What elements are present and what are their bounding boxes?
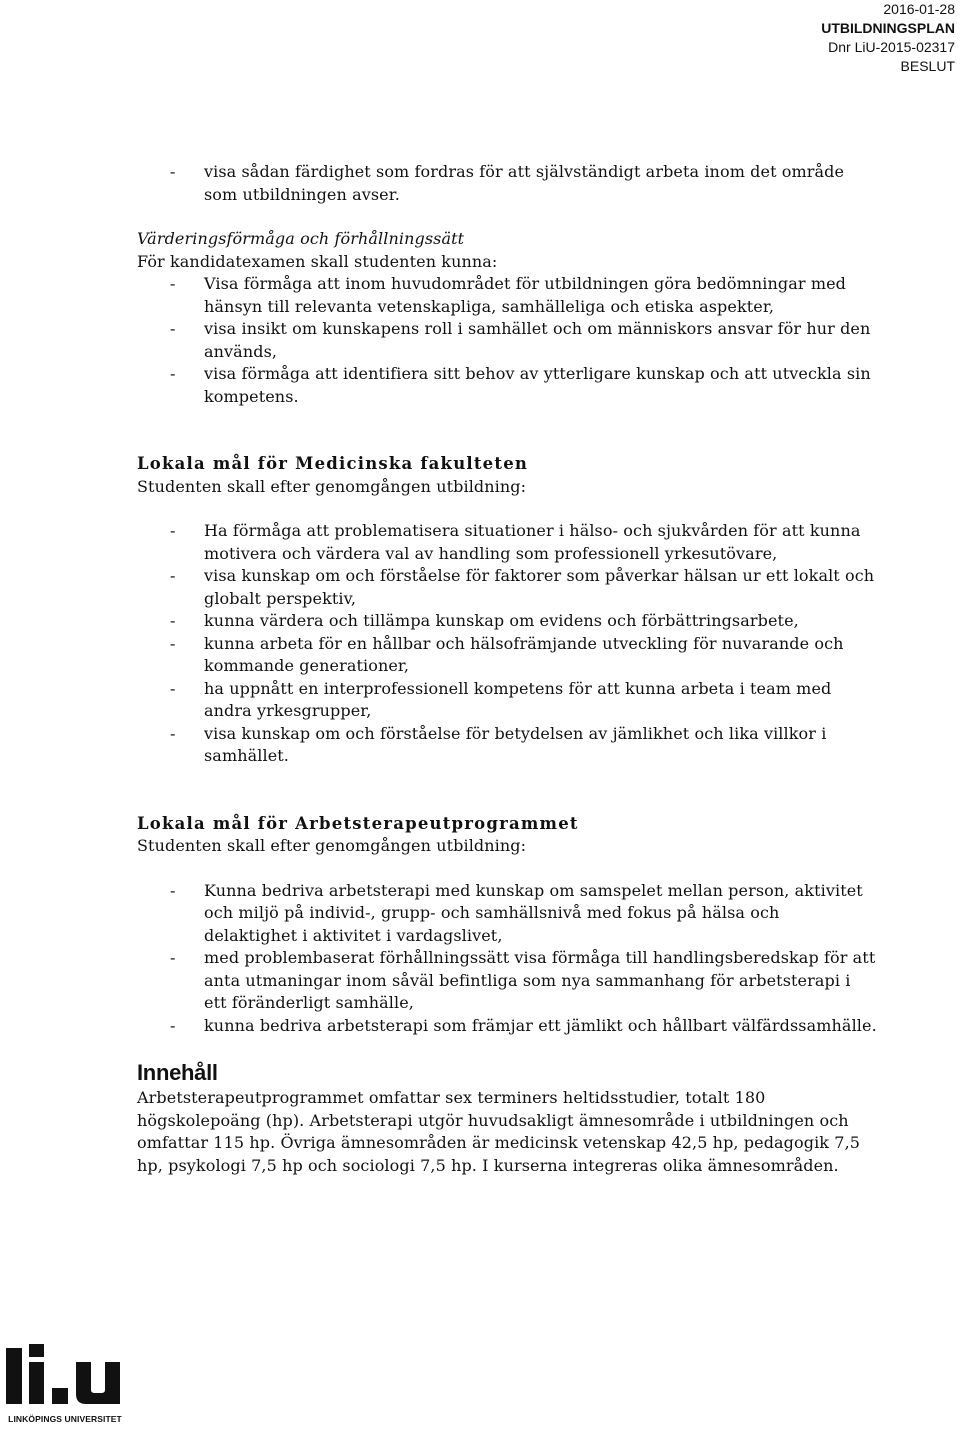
list-item: - kunna arbeta för en hållbar och hälsofrämjande utveckling för nuvarande och kommande generationer,	[137, 633, 877, 678]
content-body: Arbetsterapeutprogrammet omfattar sex terminers heltidsstudier, totalt 180 högskolepoäng (hp). Arbetsterapi utgör huvudsakligt ämnesområde i utbildningen och omfattar 115 hp. Övriga ämnesområden är medicinsk vetenskap 42,5 hp, pedagogik 7,5 hp, psykologi 7,5 hp och sociologi 7,5 hp. I kurserna integreras olika ämnesområden.	[137, 1088, 861, 1175]
document-header	[821, 0, 955, 76]
medicine-list	[137, 520, 877, 768]
ot-program-list	[137, 880, 877, 1038]
list-item: - visa förmåga att identifiera sitt behov av ytterligare kunskap och att utveckla sin kompetens.	[137, 363, 877, 408]
list-item: - ha uppnått en interprofessionell kompetens för att kunna arbeta i team med andra yrkesgrupper,	[137, 678, 877, 723]
list-item: - visa insikt om kunskapens roll i samhället och om människors ansvar för hur den används,	[137, 318, 877, 363]
list-item: - visa sådan färdighet som fordras för att självständigt arbeta inom det område som utbildningen avser.	[137, 161, 877, 206]
medicine-title: Lokala mål för Medicinska fakulteten	[137, 454, 529, 473]
list-item: - kunna bedriva arbetsterapi som främjar ett jämlikt och hållbart välfärdssamhälle.	[137, 1015, 877, 1038]
list-item: - Kunna bedriva arbetsterapi med kunskap om samspelet mellan person, aktivitet och miljö på individ-, grupp- och samhällsnivå med fokus på hälsa och delaktighet i aktivitet i vardagslivet,	[137, 880, 877, 948]
document-body	[137, 161, 877, 1177]
list-item: - med problembaserat förhållningssätt visa förmåga till handlingsberedskap för att anta utmaningar inom såväl befintliga som nya sammanhang för arbetsterapi i ett föränderligt samhälle,	[137, 947, 877, 1015]
intro-list	[137, 161, 877, 206]
list-item: - Visa förmåga att inom huvudområdet för utbildningen göra bedömningar med hänsyn till relevanta vetenskapliga, samhälleliga och etiska aspekter,	[137, 273, 877, 318]
ot-program-lead: Studenten skall efter genomgången utbildning:	[137, 836, 527, 855]
values-lead: För kandidatexamen skall studenten kunna:	[137, 251, 498, 271]
list-item: - kunna värdera och tillämpa kunskap om evidens och förbättringsarbete,	[137, 610, 877, 633]
values-list	[137, 273, 877, 408]
header-status: BESLUT	[900, 58, 955, 74]
liu-logo-mark	[2, 1342, 128, 1414]
list-item: - visa kunskap om och förståelse för betydelsen av jämlikhet och lika villkor i samhället.	[137, 723, 877, 768]
header-date: 2016-01-28	[883, 1, 955, 17]
content-title: Innehåll	[137, 1060, 218, 1085]
list-item: - visa kunskap om och förståelse för faktorer som påverkar hälsan ur ett lokalt och globalt perspektiv,	[137, 565, 877, 610]
header-title: UTBILDNINGSPLAN	[821, 20, 955, 36]
values-title: Värderingsförmåga och förhållningssätt	[137, 229, 465, 248]
list-item: - Ha förmåga att problematisera situationer i hälso- och sjukvården för att kunna motivera och värdera val av handling som professionell yrkesutövare,	[137, 520, 877, 565]
ot-program-title: Lokala mål för Arbetsterapeutprogrammet	[137, 813, 579, 833]
liu-logo	[2, 1342, 128, 1427]
medicine-lead: Studenten skall efter genomgången utbildning:	[137, 476, 527, 496]
logo-caption: LINKÖPINGS UNIVERSITET	[8, 1414, 122, 1424]
header-dnr: Dnr LiU-2015-02317	[828, 39, 955, 55]
